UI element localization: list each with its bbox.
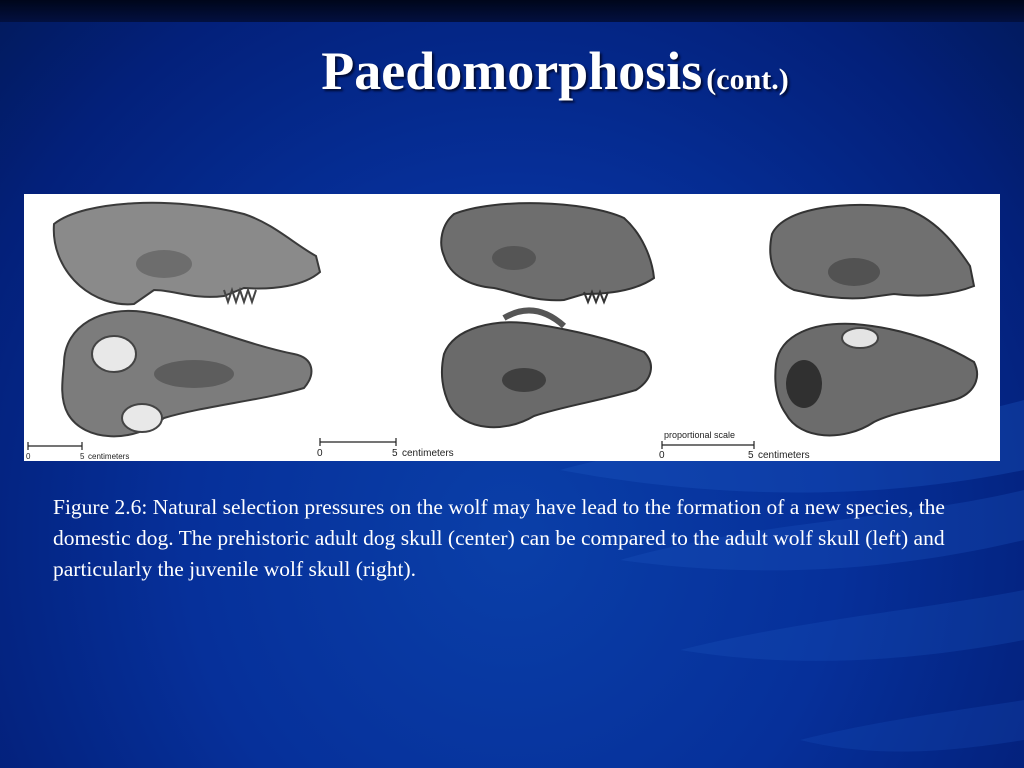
prehistoric-dog-skull-ventral (442, 310, 651, 427)
title-main: Paedomorphosis (321, 41, 703, 101)
skull-comparison-figure (24, 194, 1000, 461)
center-scale-end: 5 (392, 448, 398, 459)
center-scale-unit: centimeters (402, 448, 454, 459)
adult-wolf-skull-lateral (54, 203, 320, 304)
left-scale-end: 5 (80, 452, 85, 461)
right-scale-bar (659, 430, 810, 461)
right-scale-end: 5 (748, 450, 754, 461)
right-scale-heading: proportional scale (664, 430, 736, 440)
center-scale-start: 0 (317, 448, 323, 459)
prehistoric-dog-skull-lateral (441, 203, 654, 302)
title-sub: (cont.) (706, 63, 789, 96)
right-scale-unit: centimeters (758, 450, 810, 461)
left-scale-unit: centimeters (88, 452, 130, 461)
center-scale-bar (317, 438, 454, 459)
adult-wolf-skull-ventral (62, 311, 311, 436)
left-scale-start: 0 (26, 452, 31, 461)
left-scale-bar (26, 442, 129, 461)
juvenile-wolf-skull-lateral (770, 205, 974, 298)
juvenile-wolf-skull-ventral (775, 324, 977, 436)
slide-title (0, 40, 1024, 102)
right-scale-start: 0 (659, 450, 665, 461)
figure-caption: Figure 2.6: Natural selection pressures on the wolf may have lead to the formation of a new species, the domestic dog. The prehistoric adult dog skull (center) can be compared to the adult wolf skull (left) and particularly the juvenile wolf skull (right). (53, 495, 945, 581)
